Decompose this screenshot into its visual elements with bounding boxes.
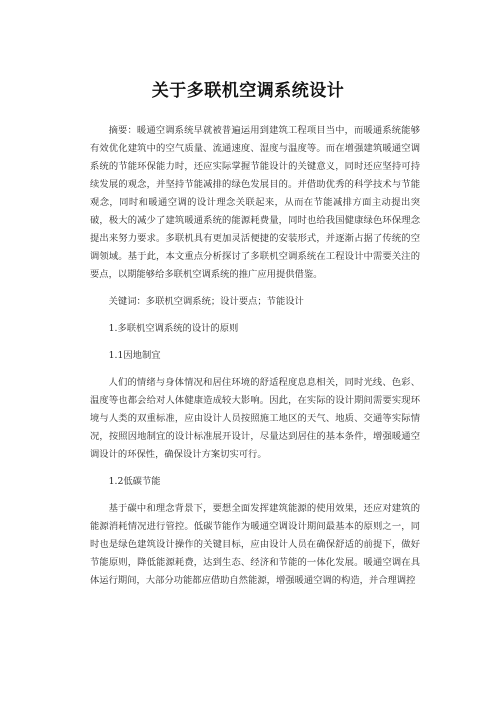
keywords-line: 关键词：多联机空调系统；设计要点；节能设计 — [108, 296, 304, 307]
section-heading-1-1: 1.1因地制宜 — [108, 350, 161, 361]
section-1-1-paragraph: 人们的情绪与身体情况和居住环境的舒适程度息息相关，同时光线、色彩、温度等也都会给对人体健康造成较大影响。因此，在实际的设计期间需要实现环境与人类的双重标准，应由设计人员按照施工地区的天气、地质、交通等实际情况，按照因地制宜的设计标准展开设计，尽量达到居住的基本条件，增强暖通空调设计的环保性，确保设计方案切实可行。 — [90, 377, 420, 460]
section-heading-1-2: 1.2低碳节能 — [108, 476, 161, 487]
section-heading-1: 1.多联机空调系统的设计的原则 — [108, 323, 239, 334]
section-1-2-paragraph: 基于碳中和理念背景下，要想全面发挥建筑能源的使用效果，还应对建筑的能源消耗情况进行管控。低碳节能作为暖通空调设计期间最基本的原则之一，同时也是绿色建筑设计操作的关键目标，应由设计人员在确保舒适的前提下，做好节能原则，降低能源耗费，达到生态、经济和节能的一体化发展。暖通空调在具体运行期间，大部分功能都应借助自然能源，增强暖通空调的构造，并合理调控 — [90, 503, 420, 586]
document-body — [90, 122, 420, 599]
abstract-paragraph: 摘要：暖通空调系统早就被普遍运用到建筑工程项目当中，而暖通系统能够有效优化建筑中的空气质量、流通速度、湿度与温度等。而在增强建筑暖通空调系统的节能环保能力时，还应实际掌握节能设计的关键意义，同时还应坚持可持续发展的观念，并坚持节能减排的绿色发展目的。并借助优秀的科学技术与节能观念，同时和暖通空调的设计理念关联起来，从而在节能减排方面主动提出突破，极大的减少了建筑暖通系统的能源耗费量，同时也给我国健康绿色环保理念提出来努力要求。多联机具有更加灵活便捷的安装形式，并逐渐占据了传统的空调领域。基于此，本文重点分析探讨了多联机空调系统在工程设计中需要关注的要点，以期能够给多联机空调系统的推广应用提供借鉴。 — [90, 125, 420, 280]
document-title: 关于多联机空调系统设计 — [151, 81, 345, 101]
